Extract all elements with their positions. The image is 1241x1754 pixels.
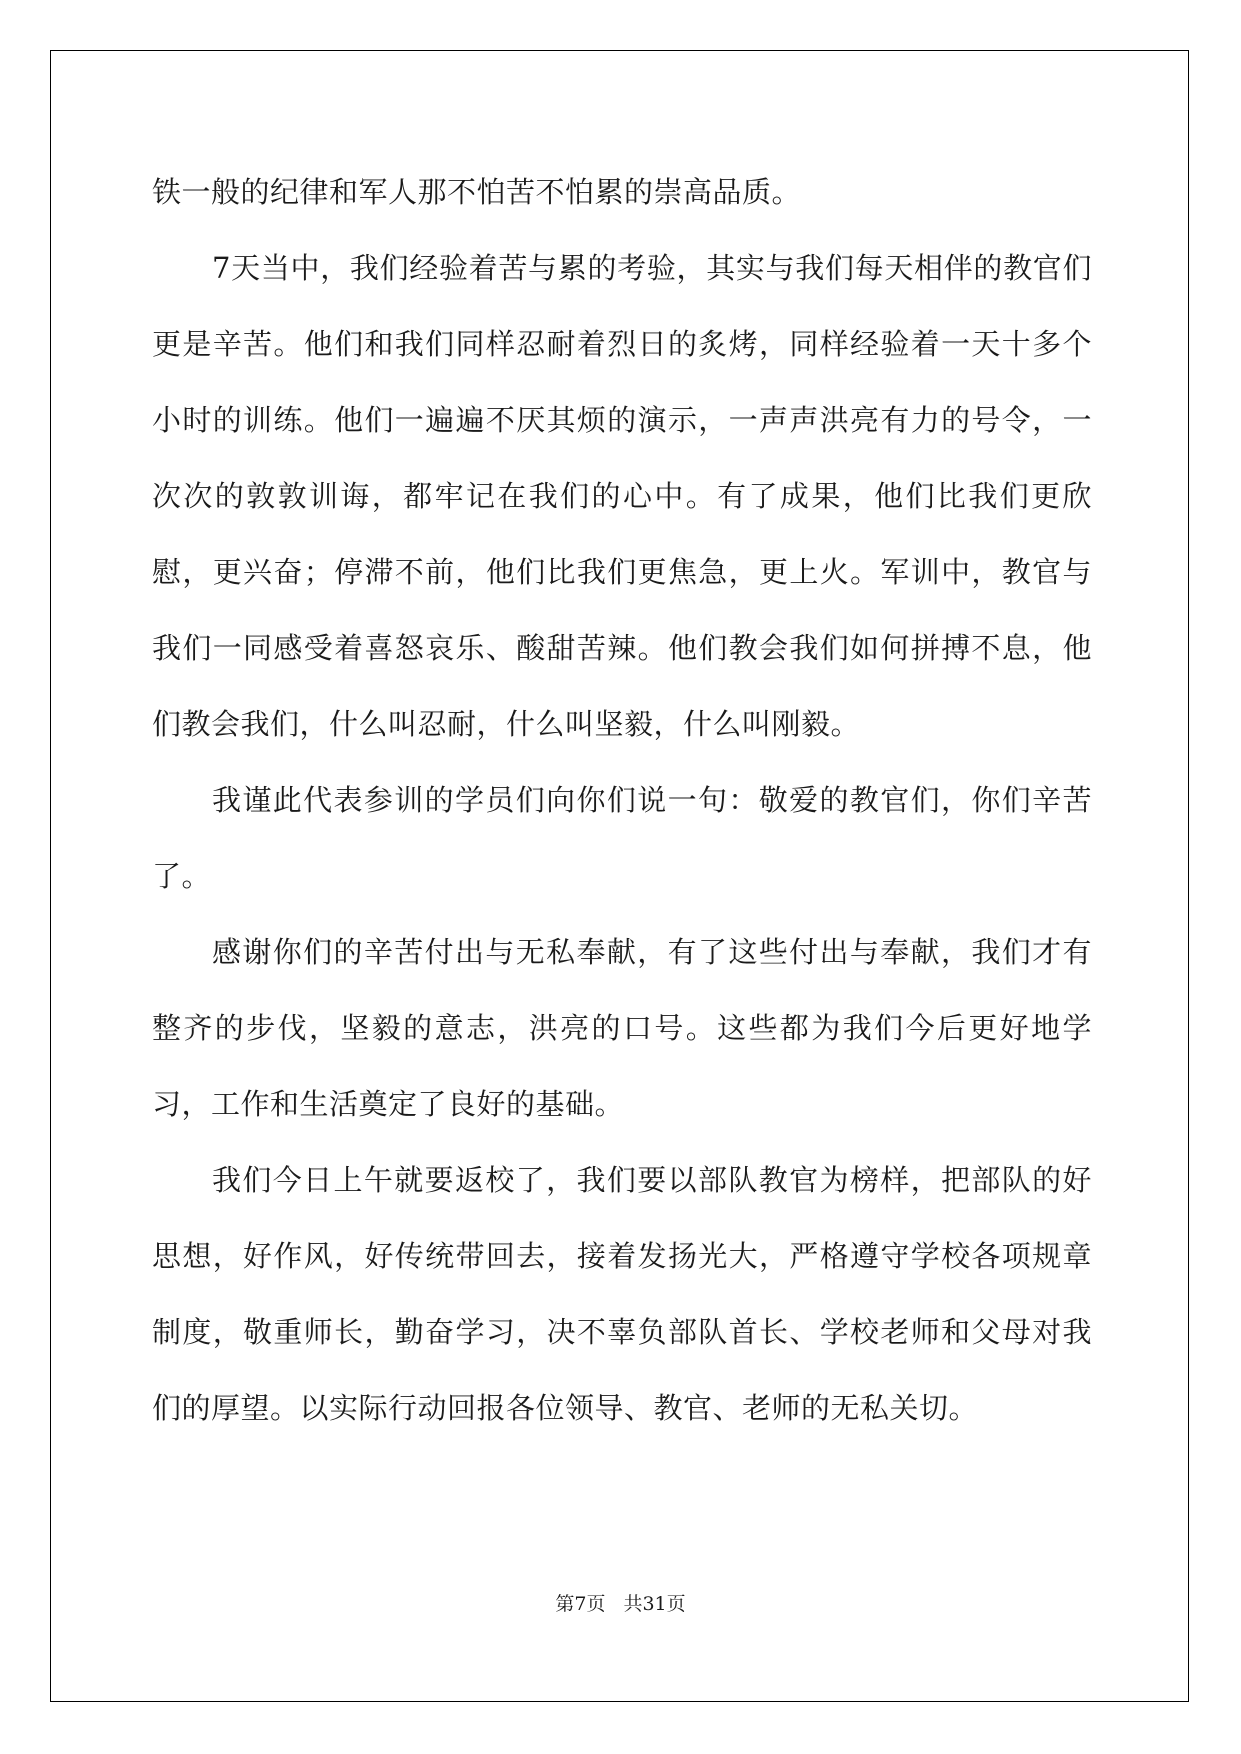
page-number: 第7页	[555, 1593, 606, 1615]
paragraph-1: 铁一般的纪律和军人那不怕苦不怕累的崇高品质。	[152, 175, 802, 209]
paragraph-5: 我们今日上午就要返校了，我们要以部队教官为榜样，把部队的好思想，好作风，好传统带回去，接着发扬光大，严格遵守学校各项规章制度，敬重师长，勤奋学习，决不辜负部队首长、学校老师和父母对我们的厚望。以实际行动回报各位领导、教官、老师的无私关切。	[152, 1163, 1092, 1425]
page-footer	[0, 1589, 1241, 1616]
page-total: 共31页	[623, 1593, 686, 1615]
paragraph-2: 7天当中，我们经验着苦与累的考验，其实与我们每天相伴的教官们更是辛苦。他们和我们同样忍耐着烈日的炙烤，同样经验着一天十多个小时的训练。他们一遍遍不厌其烦的演示，一声声洪亮有力的号令，一次次的敦敦训诲，都牢记在我们的心中。有了成果，他们比我们更欣慰，更兴奋；停滞不前，他们比我们更焦急，更上火。军训中，教官与我们一同感受着喜怒哀乐、酸甜苦辣。他们教会我们如何拼搏不息，他们教会我们，什么叫忍耐，什么叫坚毅，什么叫刚毅。	[152, 251, 1092, 741]
paragraph-4: 感谢你们的辛苦付出与无私奉献，有了这些付出与奉献，我们才有整齐的步伐，坚毅的意志，洪亮的口号。这些都为我们今后更好地学习，工作和生活奠定了良好的基础。	[152, 935, 1092, 1121]
document-body	[152, 154, 1092, 1446]
paragraph-3: 我谨此代表参训的学员们向你们说一句：敬爱的教官们，你们辛苦了。	[152, 783, 1092, 893]
